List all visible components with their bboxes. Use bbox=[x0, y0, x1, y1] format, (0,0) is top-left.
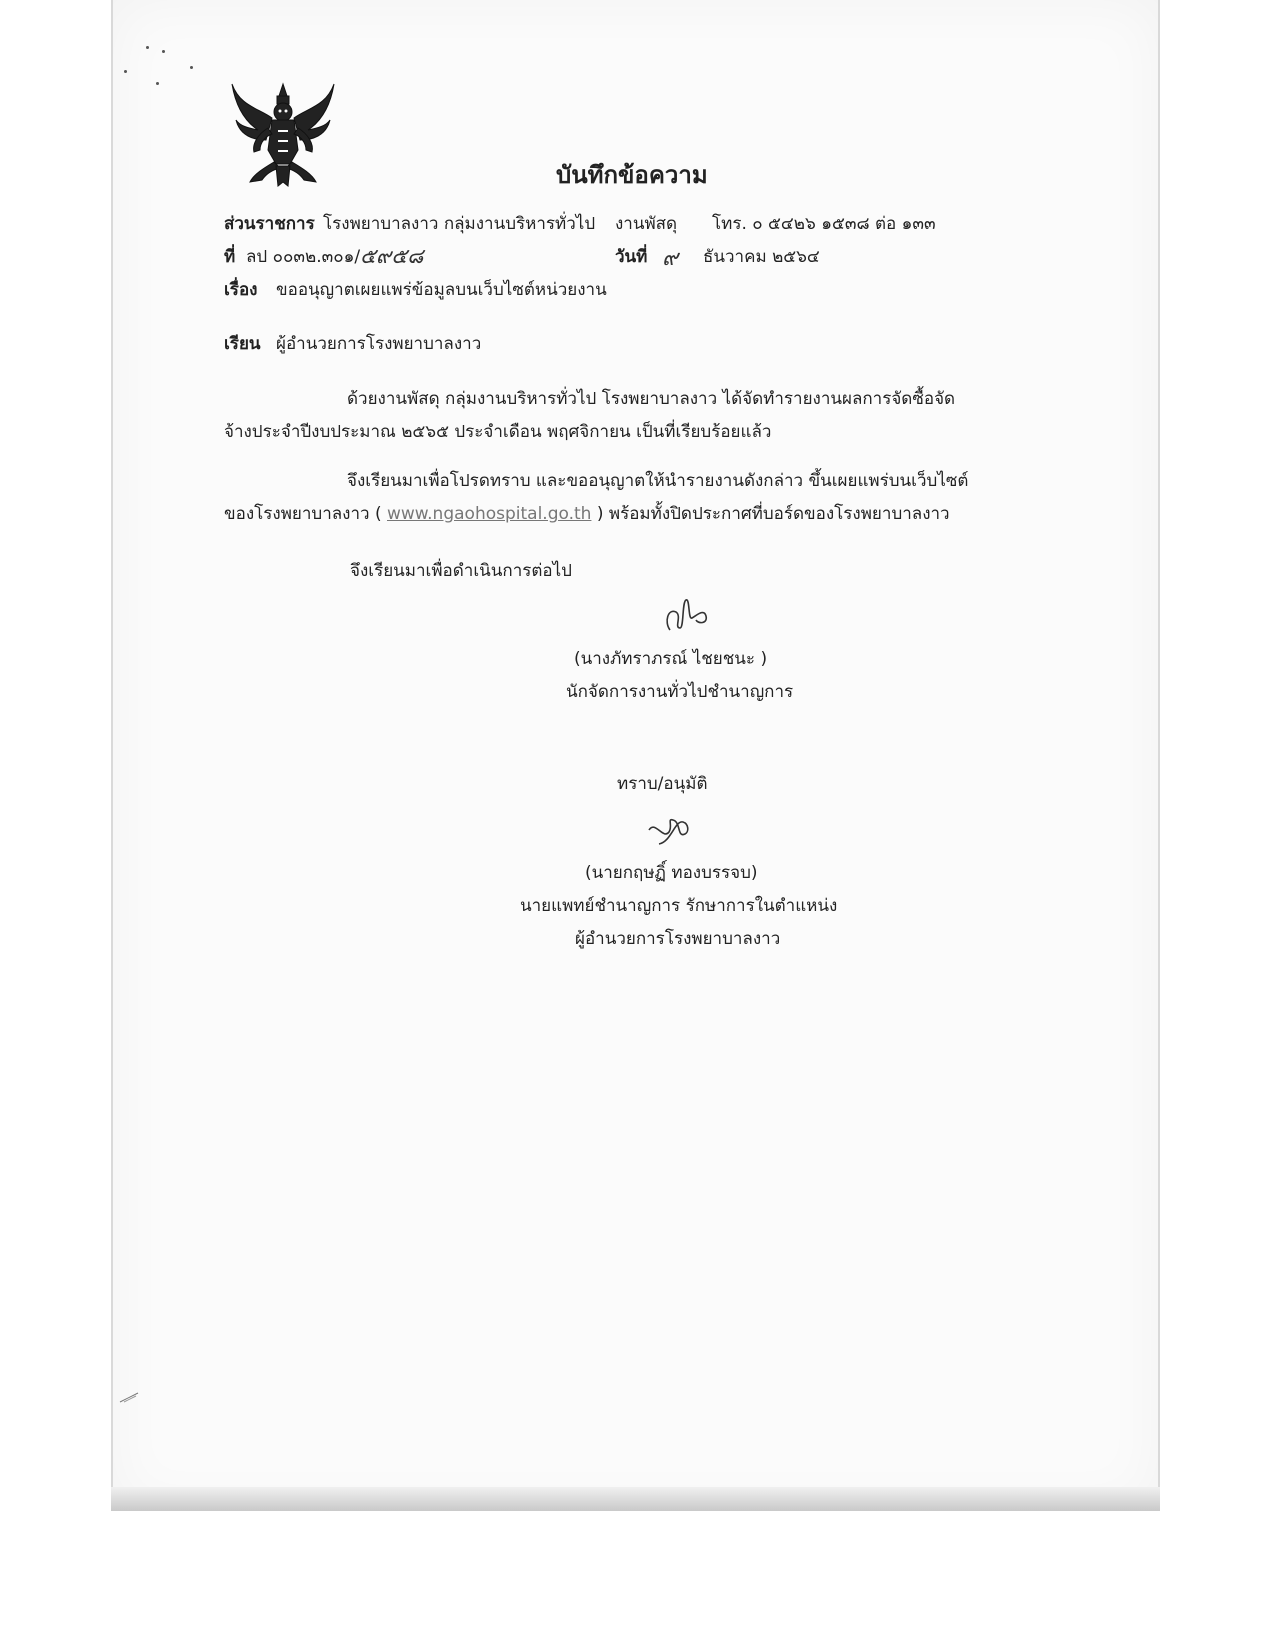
subject-value: ขออนุญาตเผยแพร่ข้อมูลบนเว็บไซต์หน่วยงาน bbox=[276, 280, 607, 300]
paragraph-1-line-2: จ้างประจำปีงบประมาณ ๒๕๖๕ ประจำเดือน พฤศจิกายน เป็นที่เรียบร้อยแล้ว bbox=[224, 422, 772, 442]
scan-speck bbox=[146, 46, 149, 49]
ref-value: ลป ๐๐๓๒.๓๐๑/ bbox=[246, 247, 361, 267]
scan-speck bbox=[124, 70, 127, 73]
paragraph-1-line-1: ด้วยงานพัสดุ กลุ่มงานบริหารทั่วไป โรงพยาบาลงาว ได้จัดทำรายงานผลการจัดซื้อจัด bbox=[347, 389, 956, 409]
date-day-handwritten: ๙ bbox=[662, 246, 679, 271]
approver-name: (นายกฤษฏิ์ ทองบรรจบ) bbox=[585, 863, 758, 883]
paragraph-2-line-2 bbox=[224, 503, 950, 525]
date-month-year: ธันวาคม ๒๕๖๔ bbox=[703, 247, 820, 267]
garuda-emblem-icon bbox=[228, 78, 338, 190]
scan-bottom-edge bbox=[111, 1487, 1160, 1511]
signer-1-position: นักจัดการงานทั่วไปชำนาญการ bbox=[566, 682, 794, 702]
website-link[interactable]: www.ngaohospital.go.th bbox=[387, 504, 592, 524]
signature-2 bbox=[645, 812, 693, 846]
scan-speck bbox=[162, 50, 165, 53]
scan-speck bbox=[190, 66, 193, 69]
signer-1-name: (นางภัทราภรณ์ ไชยชนะ ) bbox=[574, 649, 768, 669]
signature-1 bbox=[660, 592, 710, 634]
ref-handwritten-number: ๕๙๕๘ bbox=[360, 244, 424, 268]
closing-line: จึงเรียนมาเพื่อดำเนินการต่อไป bbox=[350, 561, 572, 581]
section-value: งานพัสดุ bbox=[615, 214, 678, 234]
date-label: วันที่ bbox=[615, 247, 648, 267]
approver-position-1: นายแพทย์ชำนาญการ รักษาการในตำแหน่ง bbox=[520, 896, 838, 916]
paragraph-2-text-after: ) พร้อมทั้งปิดประกาศที่บอร์ดของโรงพยาบาลงาว bbox=[596, 504, 950, 524]
phone-value: โทร. ๐ ๕๔๒๖ ๑๕๓๘ ต่อ ๑๓๓ bbox=[712, 214, 936, 234]
approval-label: ทราบ/อนุมัติ bbox=[617, 774, 708, 794]
paragraph-2-text-before: ของโรงพยาบาลงาว ( bbox=[224, 504, 382, 524]
approver-position-2: ผู้อำนวยการโรงพยาบาลงาว bbox=[575, 929, 781, 949]
scan-mark bbox=[118, 1390, 142, 1404]
to-value: ผู้อำนวยการโรงพยาบาลงาว bbox=[276, 334, 482, 354]
subject-label: เรื่อง bbox=[224, 280, 258, 300]
department-label: ส่วนราชการ bbox=[224, 214, 315, 234]
department-value: โรงพยาบาลงาว กลุ่มงานบริหารทั่วไป bbox=[323, 214, 596, 234]
scan-speck bbox=[156, 82, 159, 85]
to-label: เรียน bbox=[224, 334, 261, 354]
memo-title: บันทึกข้อความ bbox=[556, 161, 708, 189]
paragraph-2-line-1: จึงเรียนมาเพื่อโปรดทราบ และขออนุญาตให้นำรายงานดังกล่าว ขึ้นเผยแพร่บนเว็บไซต์ bbox=[347, 471, 969, 491]
ref-label: ที่ bbox=[224, 247, 236, 267]
